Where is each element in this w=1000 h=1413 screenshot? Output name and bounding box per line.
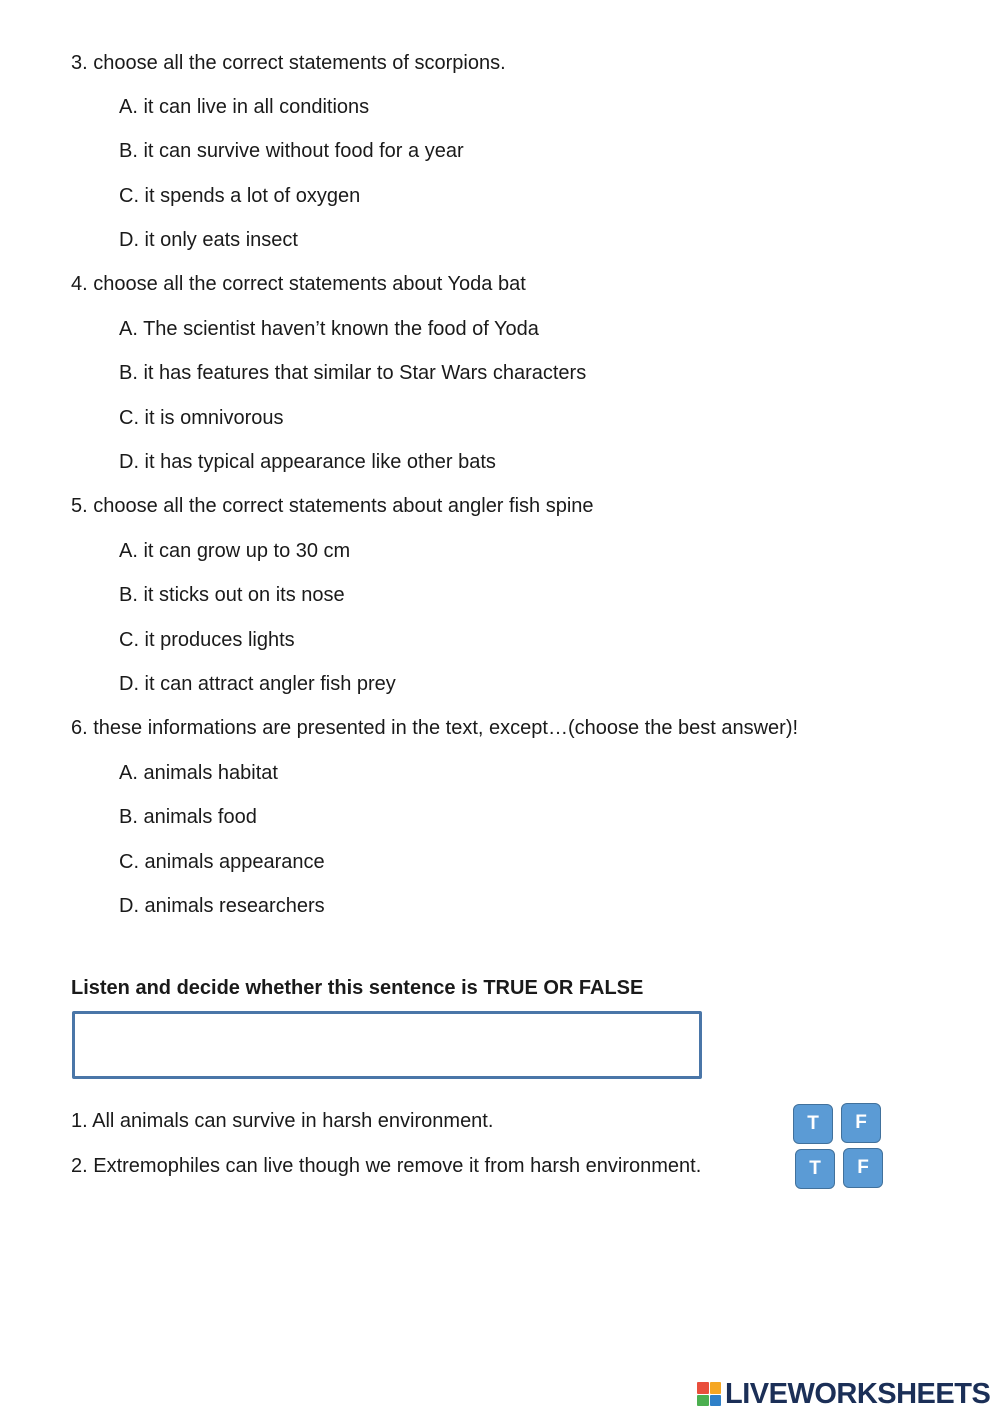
question-4: 4. choose all the correct statements about Yoda bat	[71, 273, 526, 295]
true-false-heading: Listen and decide whether this sentence is TRUE OR FALSE	[71, 977, 644, 999]
question-6-option-c[interactable]: C. animals appearance	[119, 851, 325, 873]
question-6-option-a[interactable]: A. animals habitat	[119, 762, 278, 784]
question-3-option-c[interactable]: C. it spends a lot of oxygen	[119, 185, 361, 207]
question-3-option-d[interactable]: D. it only eats insect	[119, 229, 298, 251]
question-3-option-a[interactable]: A. it can live in all conditions	[119, 96, 370, 118]
liveworksheets-logo	[697, 1378, 990, 1410]
liveworksheets-logo-icon	[697, 1382, 721, 1406]
answer-input-box[interactable]	[72, 1011, 702, 1079]
question-5-option-d[interactable]: D. it can attract angler fish prey	[119, 673, 396, 695]
question-5-option-c[interactable]: C. it produces lights	[119, 629, 295, 651]
question-3: 3. choose all the correct statements of scorpions.	[71, 52, 506, 74]
question-4-option-c[interactable]: C. it is omnivorous	[119, 407, 284, 429]
question-4-option-a[interactable]: A. The scientist haven’t known the food of Yoda	[119, 318, 539, 340]
tf-1-false-button[interactable]: F	[841, 1103, 881, 1143]
tf-2-false-button[interactable]: F	[843, 1148, 883, 1188]
question-5: 5. choose all the correct statements about angler fish spine	[71, 495, 594, 517]
question-6-option-d[interactable]: D. animals researchers	[119, 895, 325, 917]
question-6-option-b[interactable]: B. animals food	[119, 806, 257, 828]
question-4-option-d[interactable]: D. it has typical appearance like other bats	[119, 451, 496, 473]
tf-1-true-button[interactable]: T	[793, 1104, 833, 1144]
question-4-option-b[interactable]: B. it has features that similar to Star Wars characters	[119, 362, 587, 384]
tf-2-true-button[interactable]: T	[795, 1149, 835, 1189]
logo-text: LIVEWORKSHEETS	[725, 1378, 991, 1410]
question-3-option-b[interactable]: B. it can survive without food for a year	[119, 140, 464, 162]
question-6: 6. these informations are presented in the text, except…(choose the best answer)!	[71, 717, 799, 739]
question-5-option-a[interactable]: A. it can grow up to 30 cm	[119, 540, 351, 562]
question-5-option-b[interactable]: B. it sticks out on its nose	[119, 584, 345, 606]
tf-statement-2: 2. Extremophiles can live though we remove it from harsh environment.	[71, 1155, 702, 1177]
tf-statement-1: 1. All animals can survive in harsh environment.	[71, 1110, 494, 1132]
